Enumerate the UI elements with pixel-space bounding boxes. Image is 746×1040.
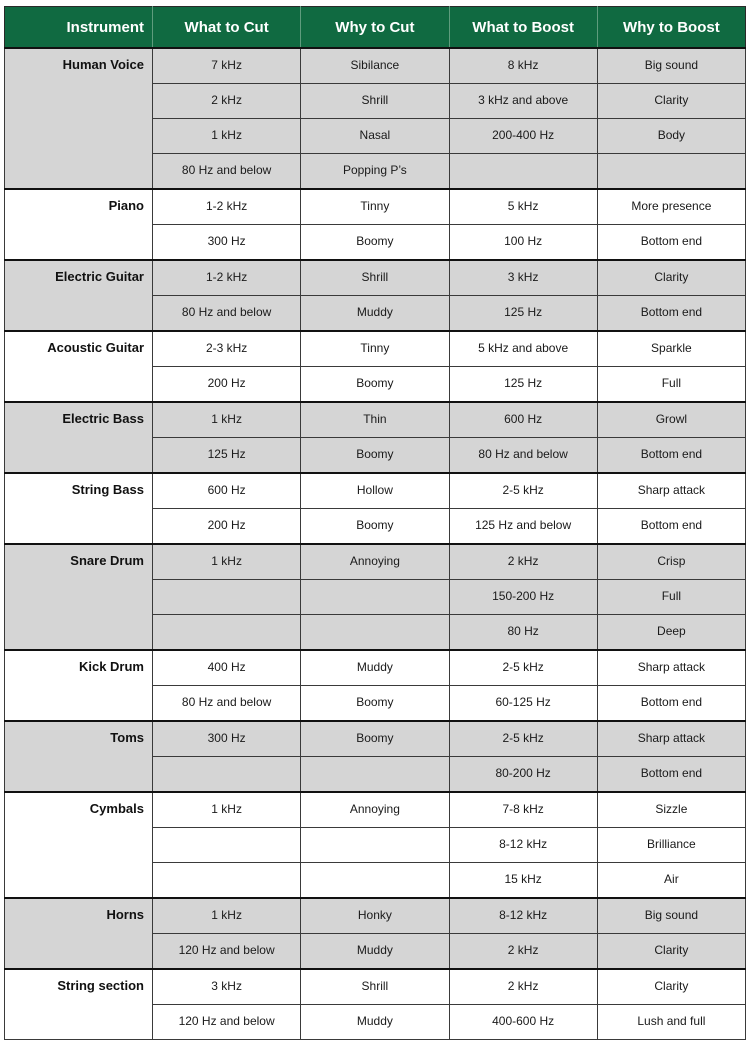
why-to-cut-cell [301,898,449,934]
cell-value: 7 kHz [211,58,242,72]
what-to-cut-cell [153,615,301,651]
cell-value: 2 kHz [211,93,242,107]
cell-value: 400-600 Hz [492,1014,555,1028]
why-to-cut-cell [301,828,449,863]
cell-value: 2-3 kHz [205,341,248,355]
instrument-name: Cymbals [89,801,144,816]
cell-value: Boomy [356,518,394,532]
cell-value: Bottom end [640,305,703,319]
cell-value [301,615,448,624]
cell-value: 125 Hz [504,305,543,319]
cell-value [153,863,300,872]
cell-value: 2 kHz [507,554,539,568]
why-to-boost-cell [597,438,745,474]
cell-value: Sharp attack [637,660,706,674]
cell-value [450,154,597,163]
what-to-boost-cell [449,686,597,722]
why-to-boost-cell [597,48,745,84]
instrument-name: Piano [108,198,144,213]
table-row [5,473,746,509]
cell-value: 80-200 Hz [495,766,551,780]
cell-value: Clarity [654,270,689,284]
cell-value: Popping P’s [342,163,407,177]
why-to-boost-cell [597,296,745,332]
why-to-cut-cell [301,84,449,119]
why-to-boost-cell [597,650,745,686]
why-to-cut-cell [301,686,449,722]
cell-value: Annoying [349,554,400,568]
cell-value: Nasal [359,128,391,142]
cell-value: 300 Hz [207,731,246,745]
why-to-cut-cell [301,367,449,403]
cell-value [301,828,448,837]
why-to-boost-cell [597,544,745,580]
why-to-cut-cell [301,1005,449,1040]
cell-value: Boomy [356,376,394,390]
cell-value: 2 kHz [507,979,539,993]
what-to-boost-cell [449,473,597,509]
why-to-boost-cell [597,154,745,190]
cell-value: 3 kHz and above [478,93,569,107]
cell-value: 1 kHz [211,128,242,142]
cell-value: 150-200 Hz [492,589,555,603]
why-to-cut-cell [301,863,449,899]
header-row [5,7,746,49]
why-to-cut-cell [301,721,449,757]
cell-value: Shrill [361,270,389,284]
cell-value: 400 Hz [207,660,246,674]
why-to-boost-cell [597,331,745,367]
cell-value: Body [657,128,686,142]
why-to-cut-cell [301,119,449,154]
cell-value: 125 Hz [504,376,543,390]
cell-value: Bottom end [640,234,703,248]
what-to-boost-cell [449,792,597,828]
what-to-cut-cell [153,580,301,615]
why-to-cut-cell [301,438,449,474]
what-to-boost-cell [449,296,597,332]
cell-value: 8 kHz [507,58,539,72]
cell-value: Brilliance [647,837,696,851]
instrument-cell [5,260,153,331]
what-to-cut-cell [153,154,301,190]
cell-value: 8-12 kHz [499,837,548,851]
why-to-cut-cell [301,544,449,580]
cell-value: 1-2 kHz [205,199,248,213]
what-to-cut-cell [153,544,301,580]
cell-value: Big sound [644,908,699,922]
what-to-cut-cell [153,48,301,84]
cell-value: 125 Hz and below [475,518,572,532]
cell-value: Boomy [356,731,394,745]
cell-value: Deep [657,624,686,638]
cell-value: Full [661,376,682,390]
instrument-cell [5,544,153,650]
instrument-cell [5,969,153,1040]
cell-value [301,863,448,872]
instrument-name: Electric Bass [62,411,144,426]
table-row [5,402,746,438]
cell-value [301,757,448,766]
why-to-boost-cell [597,721,745,757]
what-to-boost-cell [449,331,597,367]
cell-value: 80 Hz and below [478,447,568,461]
instrument-cell [5,402,153,473]
why-to-boost-cell [597,580,745,615]
cell-value: 80 Hz and below [181,163,272,177]
cell-value: Air [664,872,679,886]
what-to-cut-cell [153,1005,301,1040]
cell-value: Sparkle [651,341,692,355]
why-to-cut-cell [301,296,449,332]
what-to-cut-cell [153,189,301,225]
what-to-boost-cell [449,367,597,403]
what-to-boost-cell [449,934,597,970]
cell-value: Tinny [360,341,390,355]
instrument-cell [5,331,153,402]
cell-value: Boomy [356,447,394,461]
cell-value: Full [661,589,682,603]
instrument-name: String Bass [71,482,144,497]
what-to-cut-cell [153,119,301,154]
instrument-name: Toms [110,730,144,745]
what-to-boost-cell [449,863,597,899]
what-to-cut-cell [153,898,301,934]
what-to-boost-cell [449,402,597,438]
cell-value: Big sound [644,58,699,72]
what-to-boost-cell [449,48,597,84]
table-row [5,48,746,84]
what-to-cut-cell [153,792,301,828]
what-to-cut-cell [153,260,301,296]
cell-value: 1 kHz [211,802,242,816]
instrument-cell [5,650,153,721]
why-to-boost-cell [597,260,745,296]
what-to-cut-cell [153,934,301,970]
why-to-cut-cell [301,615,449,651]
what-to-cut-cell [153,473,301,509]
cell-value: Boomy [356,695,394,709]
cell-value: 125 Hz [207,447,246,461]
header-why-to-cut: Why to Cut [301,7,449,49]
instrument-cell [5,473,153,544]
cell-value: Sharp attack [637,731,706,745]
what-to-boost-cell [449,828,597,863]
table-body [5,48,746,1040]
why-to-boost-cell [597,402,745,438]
table-row [5,189,746,225]
cell-value: Shrill [361,93,389,107]
cell-value: 2-5 kHz [502,483,544,497]
table-row [5,969,746,1005]
table-row [5,898,746,934]
cell-value: Boomy [356,234,394,248]
why-to-cut-cell [301,580,449,615]
cell-value: 60-125 Hz [495,695,551,709]
cell-value: 1-2 kHz [205,270,248,284]
why-to-boost-cell [597,225,745,261]
cell-value: 1 kHz [211,908,242,922]
cell-value: Growl [655,412,688,426]
table-row [5,331,746,367]
why-to-boost-cell [597,863,745,899]
what-to-boost-cell [449,119,597,154]
what-to-boost-cell [449,260,597,296]
instrument-name: Snare Drum [70,553,144,568]
cell-value: 2 kHz [507,943,539,957]
why-to-cut-cell [301,225,449,261]
what-to-cut-cell [153,969,301,1005]
instrument-name: String section [57,978,144,993]
instrument-cell [5,898,153,969]
why-to-cut-cell [301,154,449,190]
instrument-name: Horns [106,907,144,922]
why-to-cut-cell [301,969,449,1005]
what-to-cut-cell [153,402,301,438]
cell-value: 5 kHz [507,199,539,213]
why-to-boost-cell [597,1005,745,1040]
instrument-cell [5,48,153,189]
why-to-cut-cell [301,48,449,84]
what-to-boost-cell [449,84,597,119]
why-to-boost-cell [597,367,745,403]
cell-value: 600 Hz [207,483,246,497]
what-to-boost-cell [449,969,597,1005]
table-row [5,650,746,686]
table-row [5,260,746,296]
cell-value: 300 Hz [207,234,246,248]
cell-value: Honky [357,908,392,922]
instrument-name: Kick Drum [78,659,144,674]
cell-value: 1 kHz [211,554,242,568]
what-to-boost-cell [449,438,597,474]
table-row [5,792,746,828]
cell-value: 7-8 kHz [502,802,544,816]
cell-value: Tinny [360,199,390,213]
why-to-cut-cell [301,792,449,828]
instrument-name: Electric Guitar [55,269,144,284]
cell-value: Muddy [356,305,393,319]
why-to-cut-cell [301,650,449,686]
table-row [5,544,746,580]
why-to-boost-cell [597,792,745,828]
table-row [5,721,746,757]
cell-value: 80 Hz [507,624,539,638]
why-to-boost-cell [597,686,745,722]
cell-value: 80 Hz and below [181,305,272,319]
what-to-boost-cell [449,580,597,615]
what-to-boost-cell [449,225,597,261]
why-to-cut-cell [301,757,449,793]
cell-value: Sizzle [655,802,688,816]
cell-value: 15 kHz [504,872,542,886]
why-to-boost-cell [597,934,745,970]
cell-value: Sharp attack [637,483,706,497]
what-to-boost-cell [449,154,597,190]
what-to-boost-cell [449,898,597,934]
what-to-cut-cell [153,650,301,686]
cell-value: 3 kHz [211,979,242,993]
what-to-boost-cell [449,189,597,225]
cell-value: Sibilance [350,58,400,72]
cell-value: 200 Hz [207,376,246,390]
cell-value [153,615,300,624]
what-to-boost-cell [449,615,597,651]
instrument-cell [5,721,153,792]
cell-value: Bottom end [640,766,703,780]
table-header [5,7,746,49]
why-to-cut-cell [301,473,449,509]
cell-value: 120 Hz and below [178,943,275,957]
why-to-cut-cell [301,934,449,970]
cell-value: 8-12 kHz [499,908,548,922]
cell-value: More presence [631,199,712,213]
instrument-name: Acoustic Guitar [47,340,144,355]
cell-value: Hollow [356,483,393,497]
why-to-boost-cell [597,189,745,225]
what-to-boost-cell [449,509,597,545]
what-to-cut-cell [153,757,301,793]
cell-value [153,757,300,766]
cell-value [153,580,300,589]
header-instrument: Instrument [5,7,153,49]
cell-value: 2-5 kHz [502,731,544,745]
cell-value: 5 kHz and above [478,341,569,355]
what-to-cut-cell [153,721,301,757]
what-to-boost-cell [449,1005,597,1040]
what-to-cut-cell [153,828,301,863]
why-to-boost-cell [597,757,745,793]
cell-value: 2-5 kHz [502,660,544,674]
why-to-boost-cell [597,828,745,863]
cell-value: Lush and full [637,1014,706,1028]
why-to-boost-cell [597,84,745,119]
why-to-boost-cell [597,473,745,509]
why-to-cut-cell [301,189,449,225]
cell-value: Clarity [654,93,689,107]
what-to-cut-cell [153,509,301,545]
why-to-boost-cell [597,969,745,1005]
eq-table [4,6,746,1040]
cell-value: Bottom end [640,518,703,532]
what-to-cut-cell [153,367,301,403]
cell-value: Muddy [356,1014,393,1028]
cell-value: Annoying [349,802,400,816]
cell-value: 600 Hz [504,412,543,426]
cell-value: Clarity [654,979,689,993]
cell-value: Thin [363,412,387,426]
cell-value: 80 Hz and below [181,695,272,709]
what-to-boost-cell [449,721,597,757]
header-what-to-boost: What to Boost [449,7,597,49]
header-why-to-boost: Why to Boost [597,7,745,49]
instrument-cell [5,189,153,260]
cell-value: 200 Hz [207,518,246,532]
what-to-cut-cell [153,225,301,261]
instrument-cell [5,792,153,898]
cell-value: Muddy [356,943,393,957]
why-to-boost-cell [597,615,745,651]
what-to-cut-cell [153,331,301,367]
cell-value: Muddy [356,660,393,674]
why-to-cut-cell [301,331,449,367]
cell-value: Clarity [654,943,689,957]
why-to-boost-cell [597,898,745,934]
what-to-cut-cell [153,863,301,899]
cell-value: Bottom end [640,695,703,709]
what-to-cut-cell [153,84,301,119]
cell-value: Bottom end [640,447,703,461]
what-to-cut-cell [153,438,301,474]
cell-value: Crisp [657,554,686,568]
cell-value: 1 kHz [211,412,242,426]
cell-value [153,828,300,837]
why-to-boost-cell [597,119,745,154]
cell-value [301,580,448,589]
what-to-cut-cell [153,686,301,722]
why-to-cut-cell [301,260,449,296]
why-to-cut-cell [301,509,449,545]
what-to-boost-cell [449,650,597,686]
what-to-boost-cell [449,757,597,793]
cell-value: 120 Hz and below [178,1014,275,1028]
what-to-boost-cell [449,544,597,580]
instrument-name: Human Voice [62,57,144,72]
cell-value: Shrill [361,979,389,993]
cell-value [598,154,745,163]
cell-value: 200-400 Hz [492,128,555,142]
cell-value: 3 kHz [507,270,539,284]
why-to-boost-cell [597,509,745,545]
cell-value: 100 Hz [504,234,543,248]
header-what-to-cut: What to Cut [153,7,301,49]
why-to-cut-cell [301,402,449,438]
what-to-cut-cell [153,296,301,332]
